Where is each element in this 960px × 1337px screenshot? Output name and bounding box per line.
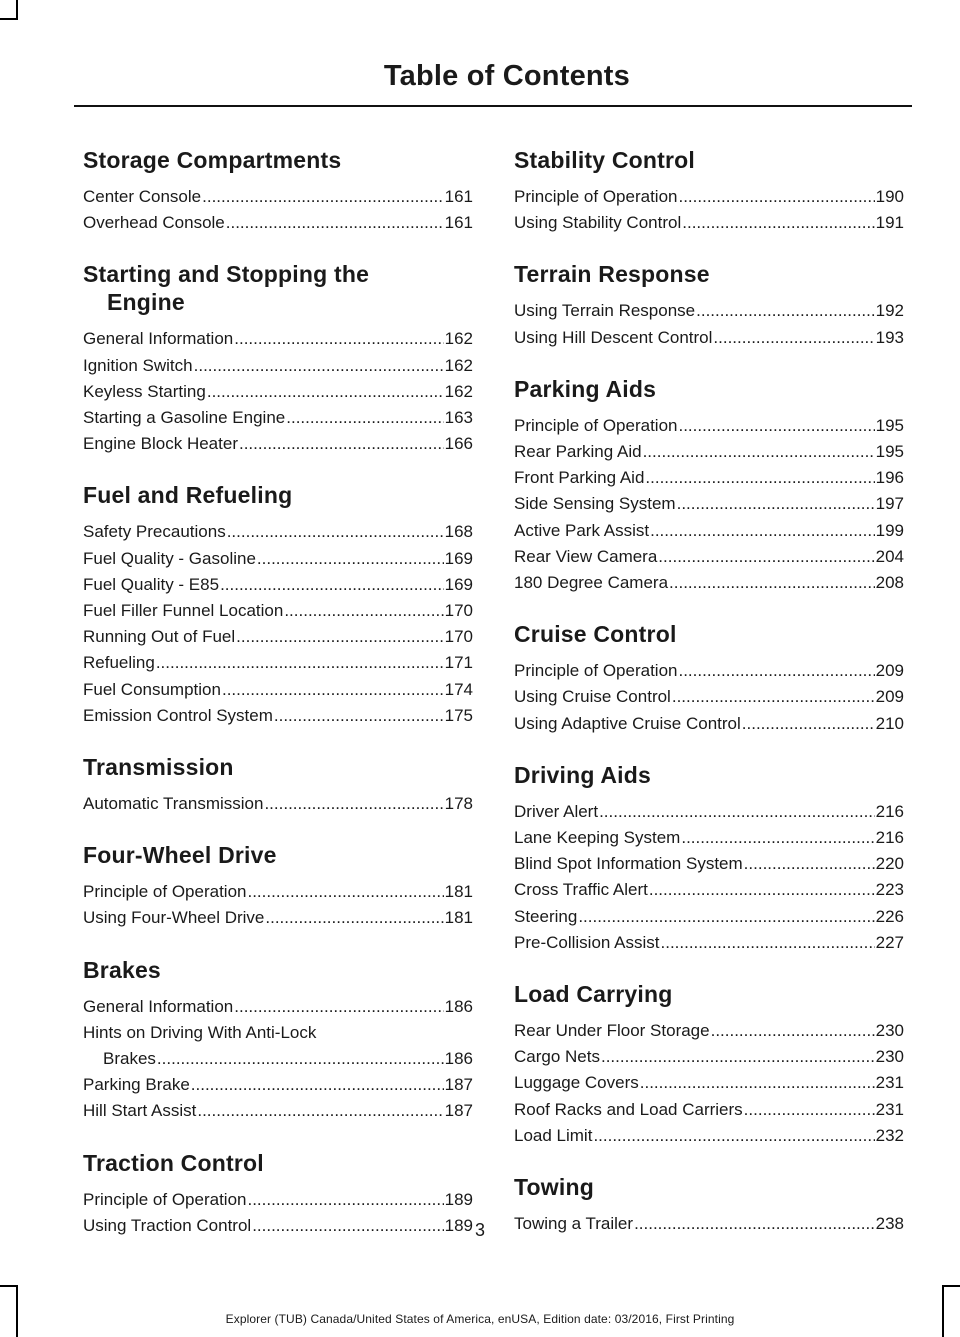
toc-entry-label: Steering bbox=[514, 906, 578, 926]
toc-entry-label: Keyless Starting bbox=[83, 381, 206, 401]
section-heading bbox=[83, 841, 473, 869]
toc-entry[interactable] bbox=[83, 353, 473, 379]
toc-entry-label: General Information bbox=[83, 329, 234, 349]
toc-entry[interactable] bbox=[83, 703, 473, 729]
toc-entry[interactable] bbox=[83, 598, 473, 624]
section-heading bbox=[514, 620, 904, 648]
toc-entry-label: Emission Control System bbox=[83, 705, 273, 725]
section-heading-text: Driving Aids bbox=[514, 761, 652, 788]
dot-leader bbox=[197, 1098, 443, 1124]
dot-leader bbox=[742, 711, 875, 737]
toc-entry-label: Driver Alert bbox=[514, 801, 599, 821]
toc-entry-page: 208 bbox=[875, 573, 904, 593]
toc-entry-page: 175 bbox=[444, 705, 473, 725]
toc-entry-page: 170 bbox=[444, 627, 473, 647]
toc-entry-page: 162 bbox=[444, 381, 473, 401]
toc-entry-page: 181 bbox=[444, 908, 473, 928]
toc-entry-label: Pre-Collision Assist bbox=[514, 932, 660, 952]
section-heading bbox=[83, 753, 473, 781]
dot-leader bbox=[220, 572, 444, 598]
toc-entry-page: 231 bbox=[875, 1073, 904, 1093]
toc-entry-page: 226 bbox=[875, 906, 904, 926]
dot-leader bbox=[207, 379, 444, 405]
dot-leader bbox=[264, 791, 443, 817]
toc-entry-label: Using Stability Control bbox=[514, 213, 682, 233]
toc-entry-page: 181 bbox=[444, 882, 473, 902]
toc-entry-label: Active Park Assist bbox=[514, 520, 650, 540]
toc-section-terrain-response bbox=[514, 260, 904, 350]
section-heading bbox=[83, 481, 473, 509]
toc-entry-page: 209 bbox=[875, 661, 904, 681]
toc-entry-page: 227 bbox=[875, 932, 904, 952]
dot-leader bbox=[661, 930, 875, 956]
dot-leader bbox=[669, 570, 875, 596]
toc-entry-label: Safety Precautions bbox=[83, 522, 226, 542]
dot-leader bbox=[234, 326, 443, 352]
dot-leader bbox=[678, 413, 874, 439]
toc-entry[interactable] bbox=[83, 905, 473, 931]
toc-entry-page: 216 bbox=[875, 801, 904, 821]
toc-entry-label: Principle of Operation bbox=[83, 882, 247, 902]
toc-entry-label: Using Adaptive Cruise Control bbox=[514, 713, 741, 733]
toc-entry-page: 169 bbox=[444, 574, 473, 594]
dot-leader bbox=[227, 519, 444, 545]
toc-section-starting-and-stopping-the-engine bbox=[83, 260, 473, 457]
dot-leader bbox=[265, 905, 443, 931]
toc-entry-label: Fuel Filler Funnel Location bbox=[83, 601, 284, 621]
section-heading-text: Parking Aids bbox=[514, 375, 657, 402]
dot-leader bbox=[194, 353, 444, 379]
toc-entry-label: Fuel Consumption bbox=[83, 679, 221, 699]
toc-entry-label: Towing a Trailer bbox=[514, 1214, 634, 1234]
dot-leader bbox=[650, 518, 875, 544]
dot-leader bbox=[274, 703, 444, 729]
section-heading-text: Traction Control bbox=[83, 1149, 264, 1176]
crop-mark bbox=[16, 0, 18, 20]
crop-mark bbox=[942, 1285, 960, 1287]
toc-entry-page: 162 bbox=[444, 329, 473, 349]
toc-entry-page: 166 bbox=[444, 434, 473, 454]
toc-entry-label: Load Limit bbox=[514, 1125, 593, 1145]
toc-entry[interactable] bbox=[514, 825, 904, 851]
toc-entry[interactable] bbox=[83, 650, 473, 676]
toc-entry[interactable] bbox=[514, 298, 904, 324]
toc-entry-page: 190 bbox=[875, 187, 904, 206]
toc-entry-label: Rear Under Floor Storage bbox=[514, 1021, 710, 1041]
toc-entry[interactable] bbox=[83, 1187, 473, 1213]
dot-leader bbox=[601, 1044, 875, 1070]
toc-entry-page: 195 bbox=[875, 442, 904, 462]
toc-entry[interactable] bbox=[83, 1020, 473, 1072]
dot-leader bbox=[284, 598, 443, 624]
dot-leader bbox=[658, 544, 874, 570]
toc-entry[interactable] bbox=[514, 439, 904, 465]
dot-leader bbox=[257, 546, 444, 572]
dot-leader bbox=[202, 184, 444, 210]
toc-entry-label: Ignition Switch bbox=[83, 355, 193, 375]
dot-leader bbox=[226, 210, 444, 236]
dot-leader bbox=[247, 879, 443, 905]
toc-entry-label: Starting a Gasoline Engine bbox=[83, 408, 286, 428]
toc-entry-label: Brakes bbox=[103, 1049, 156, 1069]
toc-entry-label: Cross Traffic Alert bbox=[514, 880, 648, 900]
toc-entry-page: 174 bbox=[444, 679, 473, 699]
toc-entry[interactable] bbox=[514, 210, 904, 236]
toc-entry-label: Principle of Operation bbox=[514, 661, 678, 681]
toc-entry-label: Principle of Operation bbox=[514, 415, 678, 435]
page-title: Table of Contents bbox=[383, 60, 630, 92]
toc-entry-page: 195 bbox=[875, 415, 904, 435]
toc-entry-label: 180 Degree Camera bbox=[514, 573, 669, 593]
toc-entry-page: 186 bbox=[444, 996, 473, 1016]
toc-entry-page: 168 bbox=[444, 522, 473, 542]
crop-mark bbox=[16, 1285, 18, 1337]
dot-leader bbox=[678, 184, 874, 210]
toc-column-right bbox=[514, 146, 904, 1261]
toc-section-driving-aids bbox=[514, 761, 904, 956]
dot-leader bbox=[744, 851, 875, 877]
toc-entry[interactable] bbox=[83, 1072, 473, 1098]
toc-entry[interactable] bbox=[83, 879, 473, 905]
dot-leader bbox=[696, 298, 875, 324]
toc-entry[interactable] bbox=[514, 877, 904, 903]
toc-entry-label: Parking Brake bbox=[83, 1075, 190, 1095]
toc-section-parking-aids bbox=[514, 375, 904, 596]
toc-entry-label: Using Four-Wheel Drive bbox=[83, 908, 265, 928]
dot-leader bbox=[672, 684, 875, 710]
toc-entry-label: Using Hill Descent Control bbox=[514, 327, 713, 347]
toc-entry-page: 230 bbox=[875, 1021, 904, 1041]
toc-entry[interactable] bbox=[83, 184, 473, 210]
section-heading bbox=[514, 761, 904, 789]
section-heading bbox=[514, 980, 904, 1008]
toc-entry-page: 189 bbox=[444, 1189, 473, 1209]
dot-leader bbox=[645, 465, 874, 491]
toc-entry[interactable] bbox=[83, 519, 473, 545]
toc-entry-label: Running Out of Fuel bbox=[83, 627, 236, 647]
toc-entry-page: 210 bbox=[875, 713, 904, 733]
toc-entry-page: 209 bbox=[875, 687, 904, 707]
dot-leader bbox=[643, 439, 875, 465]
toc-section-load-carrying bbox=[514, 980, 904, 1149]
crop-mark bbox=[0, 18, 18, 20]
toc-entry[interactable] bbox=[514, 658, 904, 684]
header-divider bbox=[74, 105, 912, 107]
toc-entry[interactable] bbox=[514, 544, 904, 570]
toc-entry-page: 192 bbox=[875, 301, 904, 321]
dot-leader bbox=[234, 994, 443, 1020]
toc-entry[interactable] bbox=[514, 851, 904, 877]
toc-entry[interactable] bbox=[514, 930, 904, 956]
toc-entry-page: 163 bbox=[444, 408, 473, 428]
toc-entry-page: 186 bbox=[444, 1049, 473, 1069]
toc-entry-label: Rear View Camera bbox=[514, 546, 658, 566]
dot-leader bbox=[711, 1018, 875, 1044]
toc-section-fuel-and-refueling bbox=[83, 481, 473, 729]
toc-entry[interactable] bbox=[514, 684, 904, 710]
toc-entry-page: 196 bbox=[875, 468, 904, 488]
section-heading bbox=[83, 956, 473, 984]
toc-entry-page: 231 bbox=[875, 1099, 904, 1119]
toc-entry-page: 169 bbox=[444, 548, 473, 568]
dot-leader bbox=[599, 799, 875, 825]
section-heading bbox=[514, 375, 904, 403]
toc-entry[interactable] bbox=[83, 210, 473, 236]
toc-entry[interactable] bbox=[83, 572, 473, 598]
toc-entry-page: 162 bbox=[444, 355, 473, 375]
toc-entry-label: Front Parking Aid bbox=[514, 468, 645, 488]
section-heading-text: Storage Compartments bbox=[83, 147, 342, 173]
dot-leader bbox=[677, 491, 875, 517]
toc-entry-page: 197 bbox=[875, 494, 904, 514]
toc-entry[interactable] bbox=[83, 431, 473, 457]
section-heading bbox=[83, 260, 473, 316]
toc-entry[interactable] bbox=[514, 413, 904, 439]
toc-entry-page: 189 bbox=[444, 1215, 473, 1235]
toc-entry[interactable] bbox=[514, 1070, 904, 1096]
toc-section-four-wheel-drive bbox=[83, 841, 473, 931]
section-heading-text: Starting and Stopping the bbox=[83, 261, 370, 288]
toc-entry-label: Automatic Transmission bbox=[83, 794, 264, 814]
toc-entry[interactable] bbox=[83, 1098, 473, 1124]
dot-leader bbox=[236, 624, 443, 650]
crop-mark bbox=[942, 1285, 944, 1337]
crop-mark bbox=[0, 1285, 18, 1287]
toc-entry-label: Roof Racks and Load Carriers bbox=[514, 1099, 743, 1119]
toc-entry-label: Fuel Quality - Gasoline bbox=[83, 548, 256, 568]
dot-leader bbox=[191, 1072, 444, 1098]
toc-entry-page: 193 bbox=[875, 327, 904, 347]
dot-leader bbox=[682, 210, 874, 236]
dot-leader bbox=[681, 825, 874, 851]
dot-leader bbox=[239, 431, 444, 457]
toc-entry-page: 161 bbox=[444, 213, 473, 233]
section-heading-text: Stability Control bbox=[514, 147, 696, 173]
section-heading bbox=[83, 1149, 473, 1177]
toc-entry[interactable] bbox=[83, 379, 473, 405]
section-heading-text: Towing bbox=[514, 1174, 594, 1201]
toc-entry[interactable] bbox=[83, 546, 473, 572]
toc-entry-label: Cargo Nets bbox=[514, 1047, 600, 1067]
toc-entry-page: 161 bbox=[444, 187, 473, 206]
toc-entry-page: 187 bbox=[444, 1101, 473, 1121]
toc-entry[interactable] bbox=[514, 491, 904, 517]
toc-entry-page: 187 bbox=[444, 1075, 473, 1095]
toc-entry-label: Hints on Driving With Anti-Lock bbox=[83, 1022, 317, 1042]
footer-edition-info: Explorer (TUB) Canada/United States of America, enUSA, Edition date: 03/2016, First Printing bbox=[225, 1312, 735, 1326]
dot-leader bbox=[649, 877, 875, 903]
toc-entry-page: 238 bbox=[875, 1214, 904, 1234]
toc-entry[interactable] bbox=[514, 904, 904, 930]
section-heading-text: Brakes bbox=[83, 956, 161, 983]
section-heading-text: Four-Wheel Drive bbox=[83, 842, 277, 869]
page-number: 3 bbox=[474, 1220, 485, 1240]
toc-section-brakes bbox=[83, 956, 473, 1125]
toc-entry-label: Side Sensing System bbox=[514, 494, 676, 514]
toc-entry[interactable] bbox=[514, 465, 904, 491]
toc-section-stability-control bbox=[514, 146, 904, 236]
toc-entry[interactable] bbox=[83, 326, 473, 352]
toc-entry-page: 232 bbox=[875, 1125, 904, 1145]
toc-entry-label: Engine Block Heater bbox=[83, 434, 238, 454]
toc-entry-page: 199 bbox=[875, 520, 904, 540]
toc-entry-page: 170 bbox=[444, 601, 473, 621]
toc-entry[interactable] bbox=[514, 799, 904, 825]
toc-entry-label: Rear Parking Aid bbox=[514, 442, 642, 462]
dot-leader bbox=[713, 325, 874, 351]
toc-entry-page: 178 bbox=[444, 794, 473, 814]
toc-entry-label: Using Cruise Control bbox=[514, 687, 671, 707]
section-heading-text: Transmission bbox=[83, 754, 234, 781]
toc-entry-page: 223 bbox=[875, 880, 904, 900]
section-heading bbox=[514, 1173, 904, 1201]
toc-entry-label: Hill Start Assist bbox=[83, 1101, 197, 1121]
toc-entry[interactable] bbox=[514, 1123, 904, 1149]
toc-entry[interactable] bbox=[83, 677, 473, 703]
toc-entry-label: Luggage Covers bbox=[514, 1073, 639, 1093]
toc-entry-label: Center Console bbox=[83, 187, 202, 206]
toc-entry[interactable] bbox=[514, 325, 904, 351]
toc-entry[interactable] bbox=[514, 711, 904, 737]
toc-entry[interactable] bbox=[83, 405, 473, 431]
toc-entry-label: Using Traction Control bbox=[83, 1215, 252, 1235]
dot-leader bbox=[578, 904, 874, 930]
toc-entry-label: Overhead Console bbox=[83, 213, 225, 233]
toc-entry-page: 230 bbox=[875, 1047, 904, 1067]
section-heading bbox=[514, 146, 904, 174]
toc-entry-label: Refueling bbox=[83, 653, 155, 673]
toc-entry-label: General Information bbox=[83, 996, 234, 1016]
dot-leader bbox=[156, 650, 444, 676]
toc-entry[interactable] bbox=[514, 518, 904, 544]
toc-entry-label: Using Terrain Response bbox=[514, 301, 696, 321]
toc-entry[interactable] bbox=[514, 570, 904, 596]
dot-leader bbox=[593, 1123, 874, 1149]
dot-leader bbox=[678, 658, 874, 684]
toc-entry-page: 216 bbox=[875, 828, 904, 848]
section-heading-text: Engine bbox=[107, 289, 185, 316]
section-heading-text: Cruise Control bbox=[514, 621, 677, 648]
section-heading bbox=[83, 146, 473, 174]
dot-leader bbox=[157, 1046, 444, 1072]
toc-entry-label: Fuel Quality - E85 bbox=[83, 574, 220, 594]
toc-entry-label: Principle of Operation bbox=[514, 187, 678, 206]
section-heading-text: Fuel and Refueling bbox=[83, 482, 293, 509]
dot-leader bbox=[247, 1187, 443, 1213]
toc-entry-label: Principle of Operation bbox=[83, 1189, 247, 1209]
toc-section-cruise-control bbox=[514, 620, 904, 737]
toc-column-left bbox=[83, 146, 473, 1263]
toc-entry-label: Lane Keeping System bbox=[514, 828, 681, 848]
toc-entry[interactable] bbox=[514, 1044, 904, 1070]
toc-entry-page: 171 bbox=[444, 653, 473, 673]
toc-entry-label: Blind Spot Information System bbox=[514, 854, 743, 874]
dot-leader bbox=[222, 677, 444, 703]
toc-entry[interactable] bbox=[514, 1097, 904, 1123]
toc-entry-page: 204 bbox=[875, 546, 904, 566]
dot-leader bbox=[744, 1097, 875, 1123]
dot-leader bbox=[286, 405, 443, 431]
toc-entry[interactable] bbox=[83, 994, 473, 1020]
toc-entry-page: 220 bbox=[875, 854, 904, 874]
section-heading-text: Terrain Response bbox=[514, 261, 710, 288]
toc-entry[interactable] bbox=[514, 184, 904, 210]
section-heading bbox=[514, 260, 904, 288]
toc-entry[interactable] bbox=[83, 624, 473, 650]
section-heading-text: Load Carrying bbox=[514, 981, 673, 1008]
toc-section-transmission bbox=[83, 753, 473, 817]
toc-entry[interactable] bbox=[514, 1018, 904, 1044]
dot-leader bbox=[640, 1070, 875, 1096]
toc-section-storage-compartments bbox=[83, 146, 473, 236]
toc-entry[interactable] bbox=[83, 791, 473, 817]
toc-entry-page: 191 bbox=[875, 213, 904, 233]
